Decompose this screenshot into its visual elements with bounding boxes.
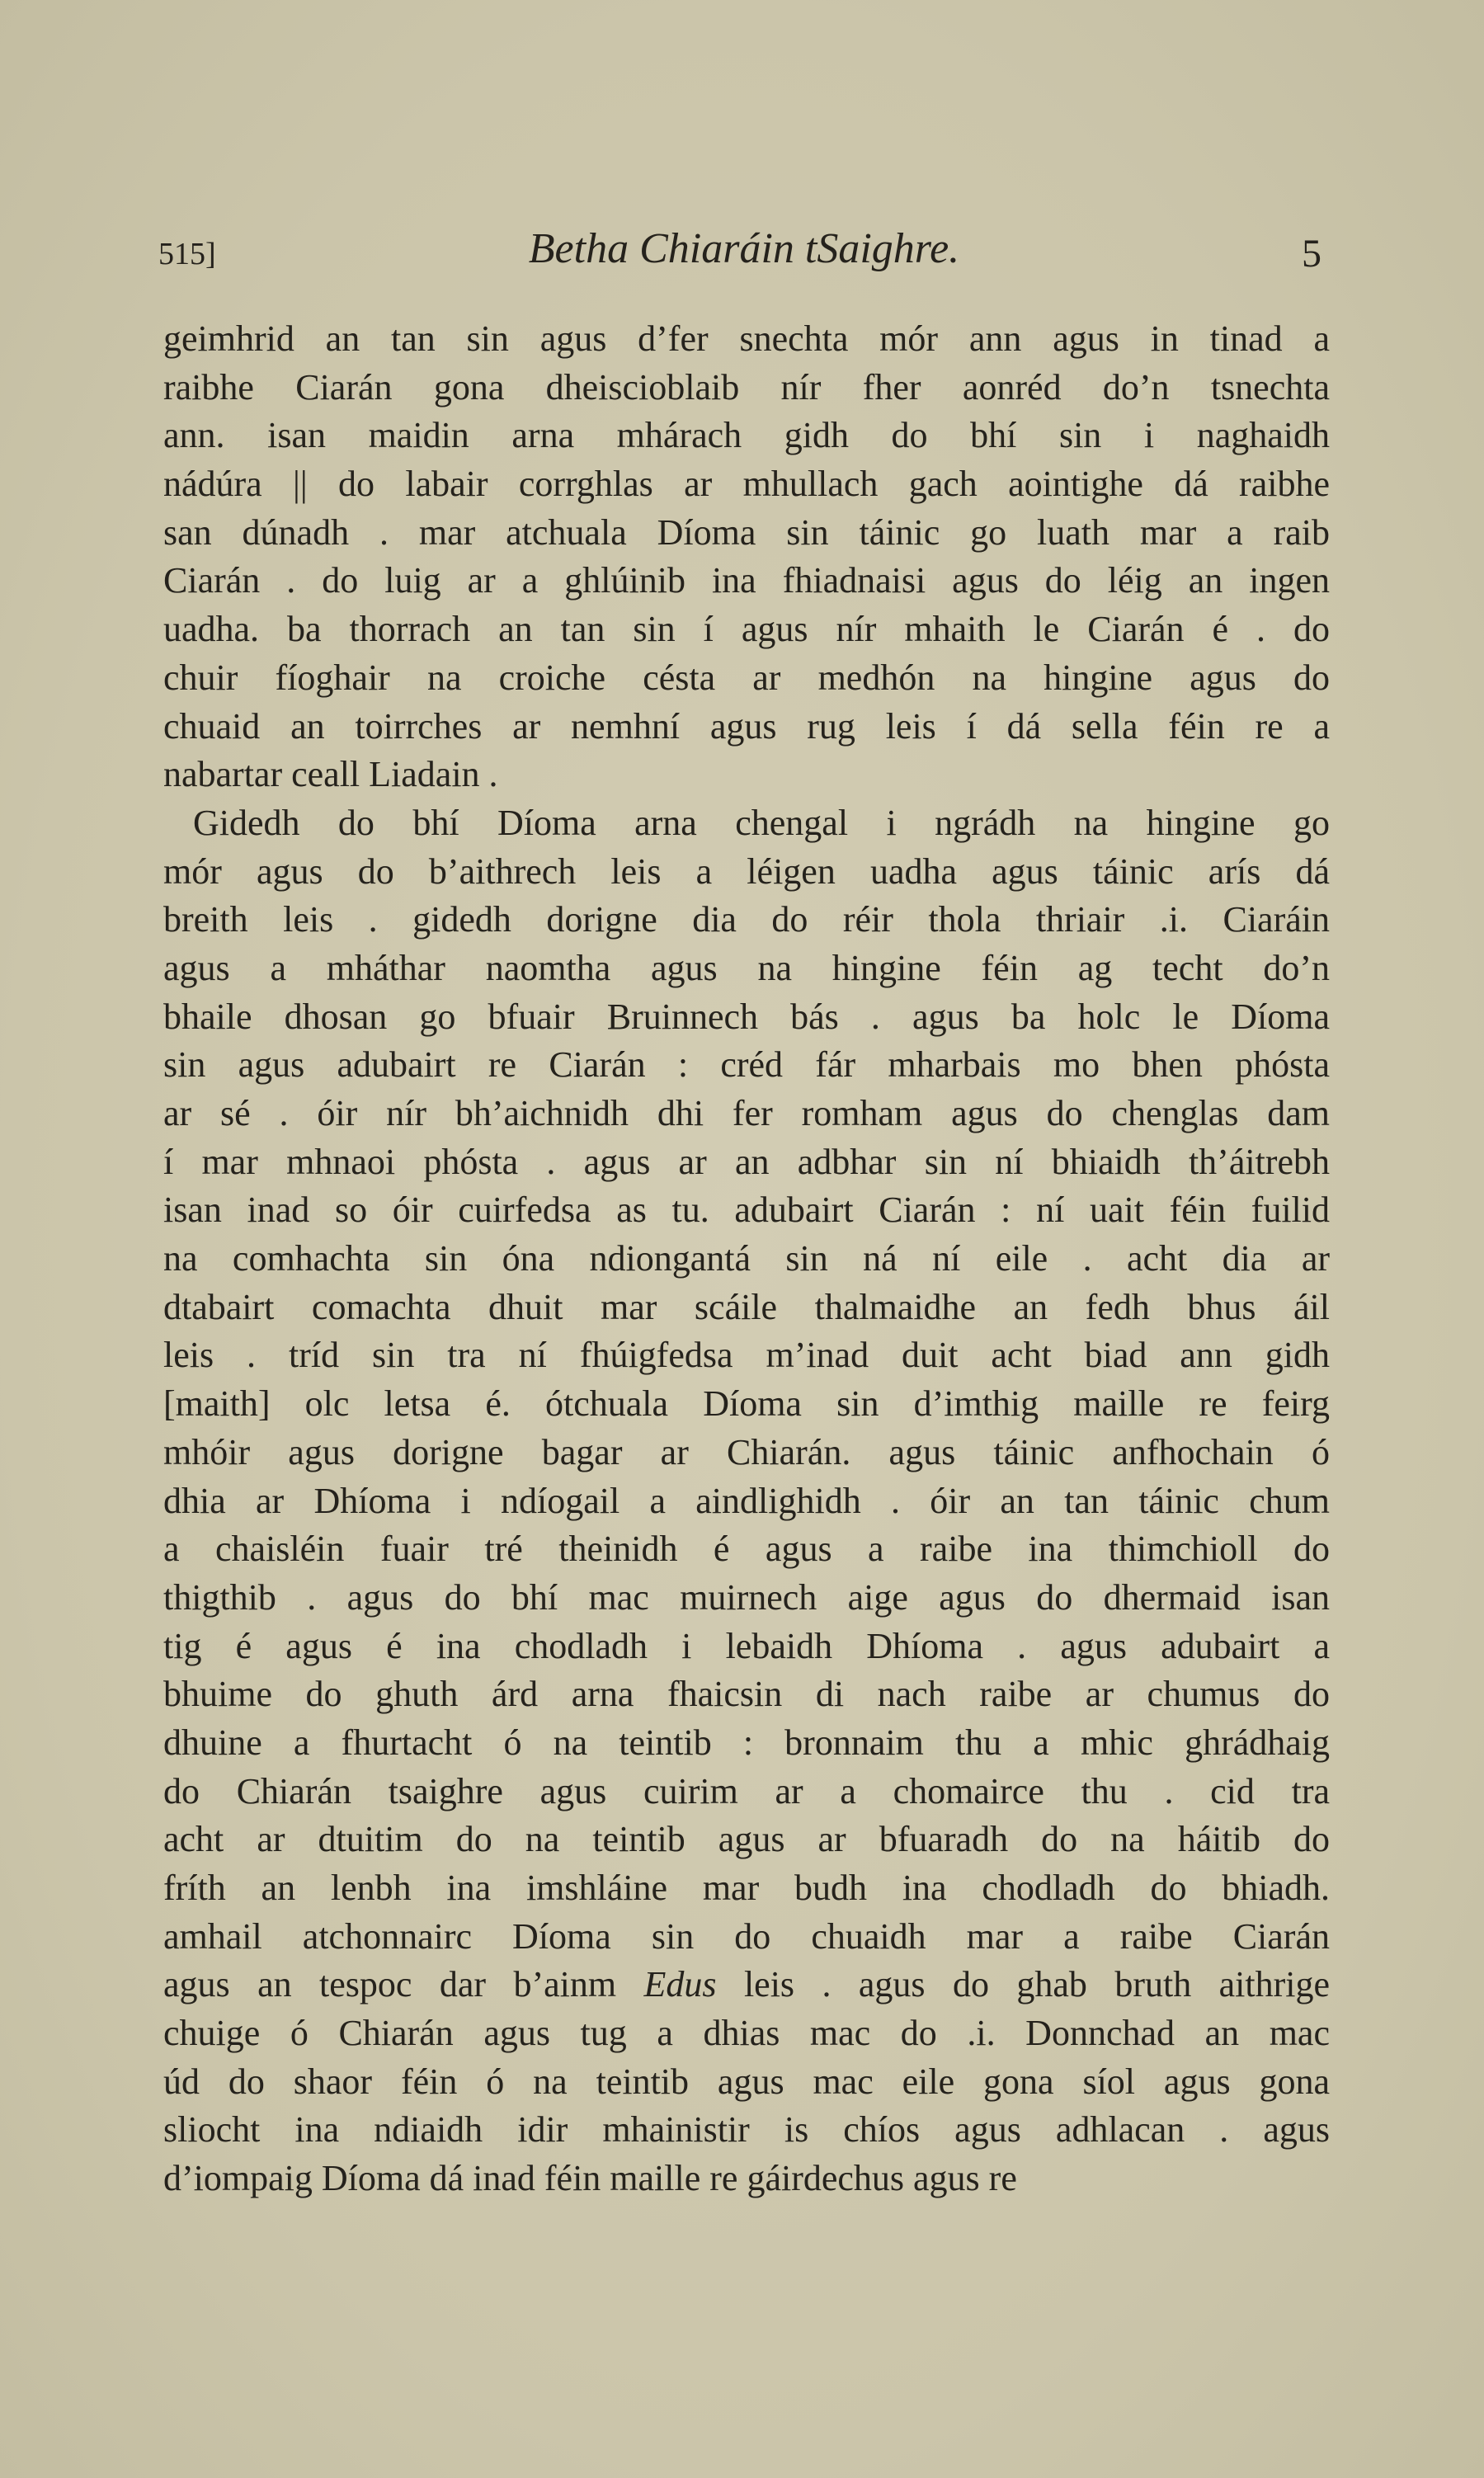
text-line: raibhe Ciarán gona dheiscioblaib nír fher aonréd do’n tsnechta — [163, 366, 1330, 408]
text-segment: agus an tespoc dar b’ainm — [163, 1964, 617, 2005]
text-line: isan inad so óir cuirfedsa as tu. adubairt Ciarán : ní uait féin fuilid — [163, 1190, 1330, 1231]
text-line: bhuime do ghuth árd arna fhaicsin di nach raibe ar chumus do — [163, 1674, 1330, 1715]
text-line — [163, 1961, 1330, 2009]
text-line: amhail atchonnairc Díoma sin do chuaidh mar a raibe Ciarán — [163, 1915, 1330, 1957]
text-line: leis . tríd sin tra ní fhúigfedsa m’inad duit acht biad ann gidh — [163, 1335, 1330, 1376]
text-line: nádúra || do labair corrghlas ar mhullach gach aointighe dá raibhe — [163, 464, 1330, 505]
text-line: do Chiarán tsaighre agus cuirim ar a chomairce thu . cid tra — [163, 1770, 1330, 1811]
text-line: chuaid an toirrches ar nemhní agus rug leis í dá sella féin re a — [163, 705, 1330, 747]
text-line: d’iompaig Díoma dá inad féin maille re gáirdechus agus re — [163, 2158, 1017, 2199]
text-line: san dúnadh . mar atchuala Díoma sin táinic go luath mar a raib — [163, 511, 1330, 553]
text-line: bhaile dhosan go bfuair Bruinnech bás . agus ba holc le Díoma — [163, 996, 1330, 1037]
italic-name: Edus — [643, 1964, 717, 2005]
text-line: dhuine a fhurtacht ó na teintib : bronnaim thu a mhic ghrádhaig — [163, 1722, 1330, 1763]
text-line: fríth an lenbh ina imshláine mar budh ina chodladh do bhiadh. — [163, 1868, 1330, 1908]
text-line: chuir fíoghair na croiche césta ar medhón na hingine agus do — [163, 657, 1330, 698]
text-line: sliocht ina ndiaidh idir mhainistir is chíos agus adhlacan . agus — [163, 2109, 1330, 2151]
page-number: 5 — [1302, 232, 1321, 276]
text-line: thigthib . agus do bhí mac muirnech aige agus do dhermaid isan — [163, 1576, 1330, 1618]
text-segment: leis . agus do ghab bruth aithrige — [743, 1964, 1331, 2005]
text-line: úd do shaor féin ó na teintib agus mac eile gona síol agus gona — [163, 2061, 1330, 2102]
text-line: ann. isan maidin arna mhárach gidh do bhí sin i naghaidh — [163, 415, 1330, 456]
text-line: [maith] olc letsa é. ótchuala Díoma sin d’imthig maille re feirg — [163, 1383, 1330, 1425]
text-line: sin agus adubairt re Ciarán : créd fár mharbais mo bhen phósta — [163, 1044, 1330, 1086]
signature-mark: 515] — [158, 237, 216, 271]
body-text — [163, 315, 1330, 2203]
text-line: na comhachta sin óna ndiongantá sin ná ní eile . acht dia ar — [163, 1238, 1330, 1279]
text-line: uadha. ba thorrach an tan sin í agus nír mhaith le Ciarán é . do — [163, 609, 1330, 650]
text-line: mhóir agus dorigne bagar ar Chiarán. agus táinic anfhochain ó — [163, 1431, 1330, 1472]
text-line: nabartar ceall Liadain . — [163, 754, 498, 795]
text-line: Gidedh do bhí Díoma arna chengal i ngrádh na hingine go — [193, 802, 1330, 843]
text-line: a chaisléin fuair tré theinidh é agus a raibe ina thimchioll do — [163, 1529, 1330, 1570]
text-line: chuige ó Chiarán agus tug a dhias mac do .i. Donnchad an mac — [163, 2013, 1330, 2054]
text-line: í mar mhnaoi phósta . agus ar an adbhar sin ní bhiaidh th’áitrebh — [163, 1141, 1330, 1182]
text-line: agus a mháthar naomtha agus na hingine féin ag techt do’n — [163, 947, 1330, 988]
running-title: Betha Chiaráin tSaighre. — [528, 225, 960, 272]
text-line: dtabairt comachta dhuit mar scáile thalmaidhe an fedh bhus áil — [163, 1286, 1330, 1327]
text-line: mór agus do b’aithrech leis a léigen uadha agus táinic arís dá — [163, 850, 1330, 892]
text-line: breith leis . gidedh dorigne dia do réir thola thriair .i. Ciaráin — [163, 899, 1330, 940]
text-line: acht ar dtuitim do na teintib agus ar bfuaradh do na háitib do — [163, 1819, 1330, 1860]
running-header — [158, 224, 1330, 282]
text-line: Ciarán . do luig ar a ghlúinib ina fhiadnaisi agus do léig an ingen — [163, 560, 1330, 601]
text-line: ar sé . óir nír bh’aichnidh dhi fer romham agus do chenglas dam — [163, 1093, 1330, 1133]
text-line: tig é agus é ina chodladh i lebaidh Dhíoma . agus adubairt a — [163, 1625, 1330, 1666]
text-line: dhia ar Dhíoma i ndíogail a aindlighidh . óir an tan táinic chum — [163, 1480, 1330, 1521]
text-line: geimhrid an tan sin agus d’fer snechta mór ann agus in tinad a — [163, 318, 1330, 359]
